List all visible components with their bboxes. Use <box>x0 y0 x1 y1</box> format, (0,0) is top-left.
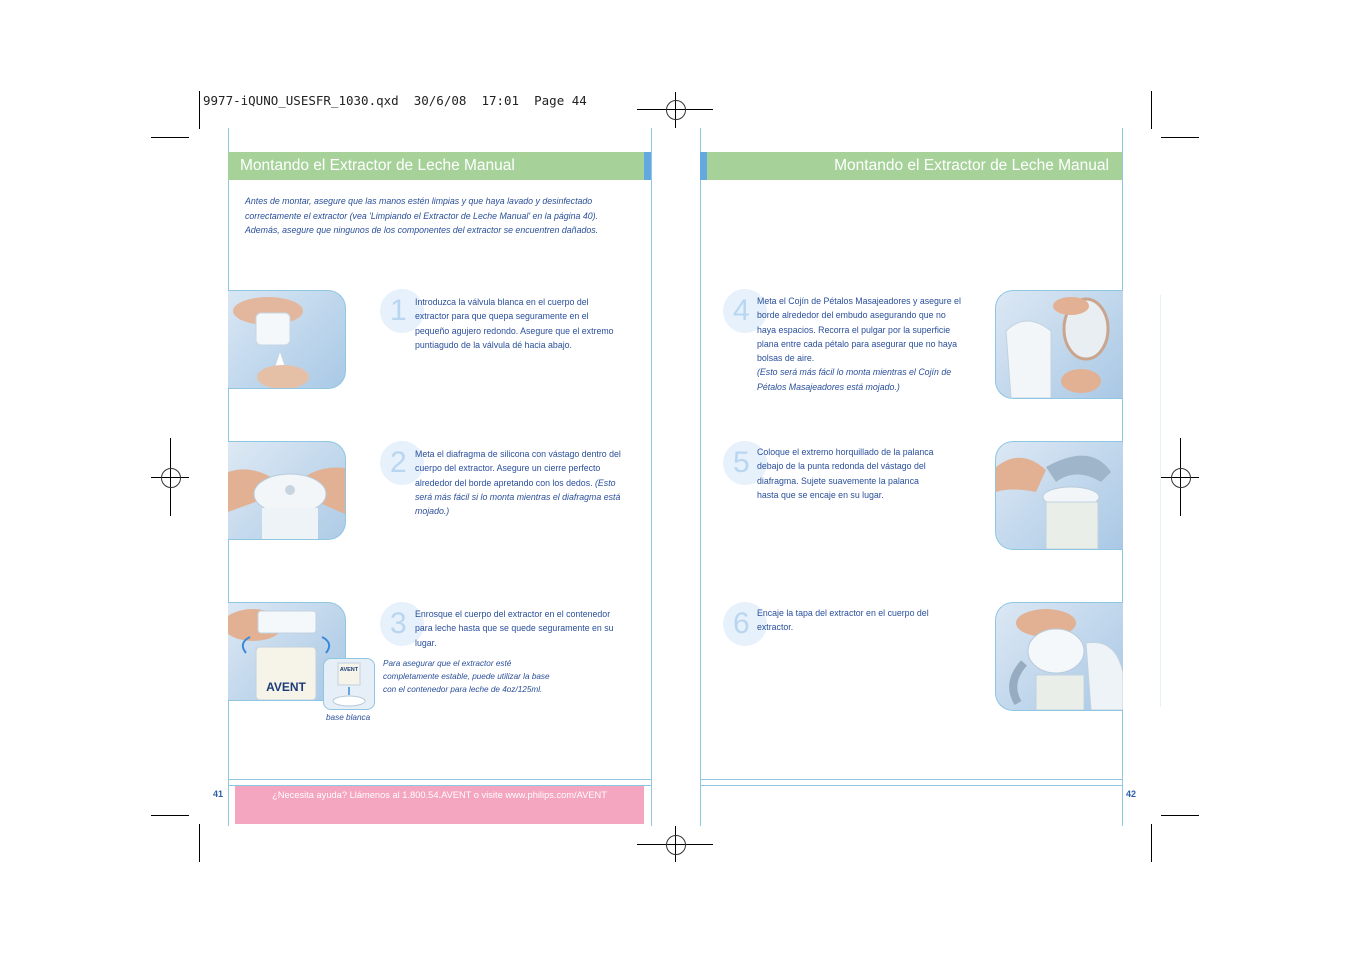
guide-line <box>700 785 1122 786</box>
massage-cushion-illustration <box>996 291 1123 398</box>
avent-logo-small: AVENT <box>339 667 359 673</box>
crop-mark <box>151 137 189 138</box>
right-page-title-banner <box>700 152 1122 180</box>
cap-fitting-illustration <box>996 603 1123 710</box>
guide-line <box>228 779 651 780</box>
crop-mark <box>151 815 189 816</box>
crop-mark <box>1151 824 1152 862</box>
print-slug: 9977-iQUNO_USESFR_1030.qxd 30/6/08 17:01 Page 44 <box>203 93 587 108</box>
base-blanca-caption: base blanca <box>326 713 371 722</box>
step-3-text: Enrosque el cuerpo del extractor en el contenedor para leche hasta que se quede seguramente en su lugar. <box>415 609 614 648</box>
guide-line <box>651 128 652 826</box>
step-4-number: 4 <box>723 289 767 333</box>
crop-mark <box>199 91 200 129</box>
right-page-title: Montando el Extractor de Leche Manual <box>834 157 1109 174</box>
step-6-text: Encaje la tapa del extractor en el cuerpo del extractor. <box>757 608 929 633</box>
page-number-right: 42 <box>1126 789 1137 799</box>
guide-line <box>1160 295 1161 707</box>
diaphragm-insertion-illustration <box>228 442 345 539</box>
white-base-illustration <box>324 659 374 709</box>
guide-line <box>700 779 1122 780</box>
crop-mark <box>199 824 200 862</box>
step-3-number: 3 <box>380 602 424 646</box>
step-3-tip: Para asegurar que el extractor esté completamente estable, puede utilizar la base con el contenedor para leche de 4oz/125ml. <box>383 659 550 694</box>
left-page-title-banner <box>228 152 651 180</box>
page-number-left: 41 <box>213 789 224 799</box>
step-4-note: (Esto será más fácil lo monta mientras el Cojín de Pétalos Masajeadores está mojado.) <box>757 367 952 392</box>
base-blanca-inset-photo <box>323 658 375 710</box>
step-2-photo <box>228 441 346 540</box>
crop-mark <box>1161 137 1199 138</box>
step-1-text: Introduzca la válvula blanca en el cuerpo del extractor para que quepa seguramente en el pequeño agujero redondo. Asegure que el extremo puntiagudo de la válvula dé hacia abajo. <box>415 297 614 350</box>
valve-insertion-illustration <box>228 291 345 388</box>
step-5-number: 5 <box>723 441 767 485</box>
step-5-photo <box>995 441 1123 550</box>
guide-line <box>700 128 701 826</box>
crop-mark <box>1161 815 1199 816</box>
step-4-photo <box>995 290 1123 399</box>
step-2-number: 2 <box>380 441 424 485</box>
step-6-photo <box>995 602 1123 711</box>
left-page-title: Montando el Extractor de Leche Manual <box>240 157 515 174</box>
crop-mark <box>1151 91 1152 129</box>
step-5-text: Coloque el extremo horquillado de la palanca debajo de la punta redonda del vástago del diafragma. Sujete suavemente la palanca hasta que se encaje en su lugar. <box>757 447 934 500</box>
intro-text: Antes de montar, asegure que las manos estén limpias y que haya lavado y desinfectado correctamente el extractor (vea 'Limpiando el Extractor de Leche Manual' en la página 40). Además, asegure que ningunos de los componentes del extractor se encuentren dañados. <box>245 196 599 236</box>
step-1-number: 1 <box>380 289 424 333</box>
step-6-number: 6 <box>723 602 767 646</box>
lever-attachment-illustration <box>996 442 1123 549</box>
step-1-photo <box>228 290 346 389</box>
step-2-text: Meta el diafragma de silicona con vástago dentro del cuerpo del extractor. Asegure un cierre perfecto alrededor del borde apretando con los dedos. (Esto será más fácil si lo monta mientras el diafragma está mojado.) <box>415 449 621 517</box>
avent-logo: AVENT <box>266 680 306 694</box>
step-2-note: (Esto será más fácil si lo monta mientras el diafragma está mojado.) <box>415 477 621 517</box>
help-footer: ¿Necesita ayuda? Llámenos al 1.800.54.AVENT o visite www.philips.com/AVENT <box>235 786 644 824</box>
step-4-text: Meta el Cojín de Pétalos Masajeadores y asegure el borde alrededor del embudo asegurando que no haya espacios. Recorra el pulgar por la superficie plana entre cada pétalo para asegurar que no haya bolsas de aire. (Esto será más fácil lo monta mientras el Cojín de Pétalos Masajeadores está mojado.) <box>757 294 962 394</box>
